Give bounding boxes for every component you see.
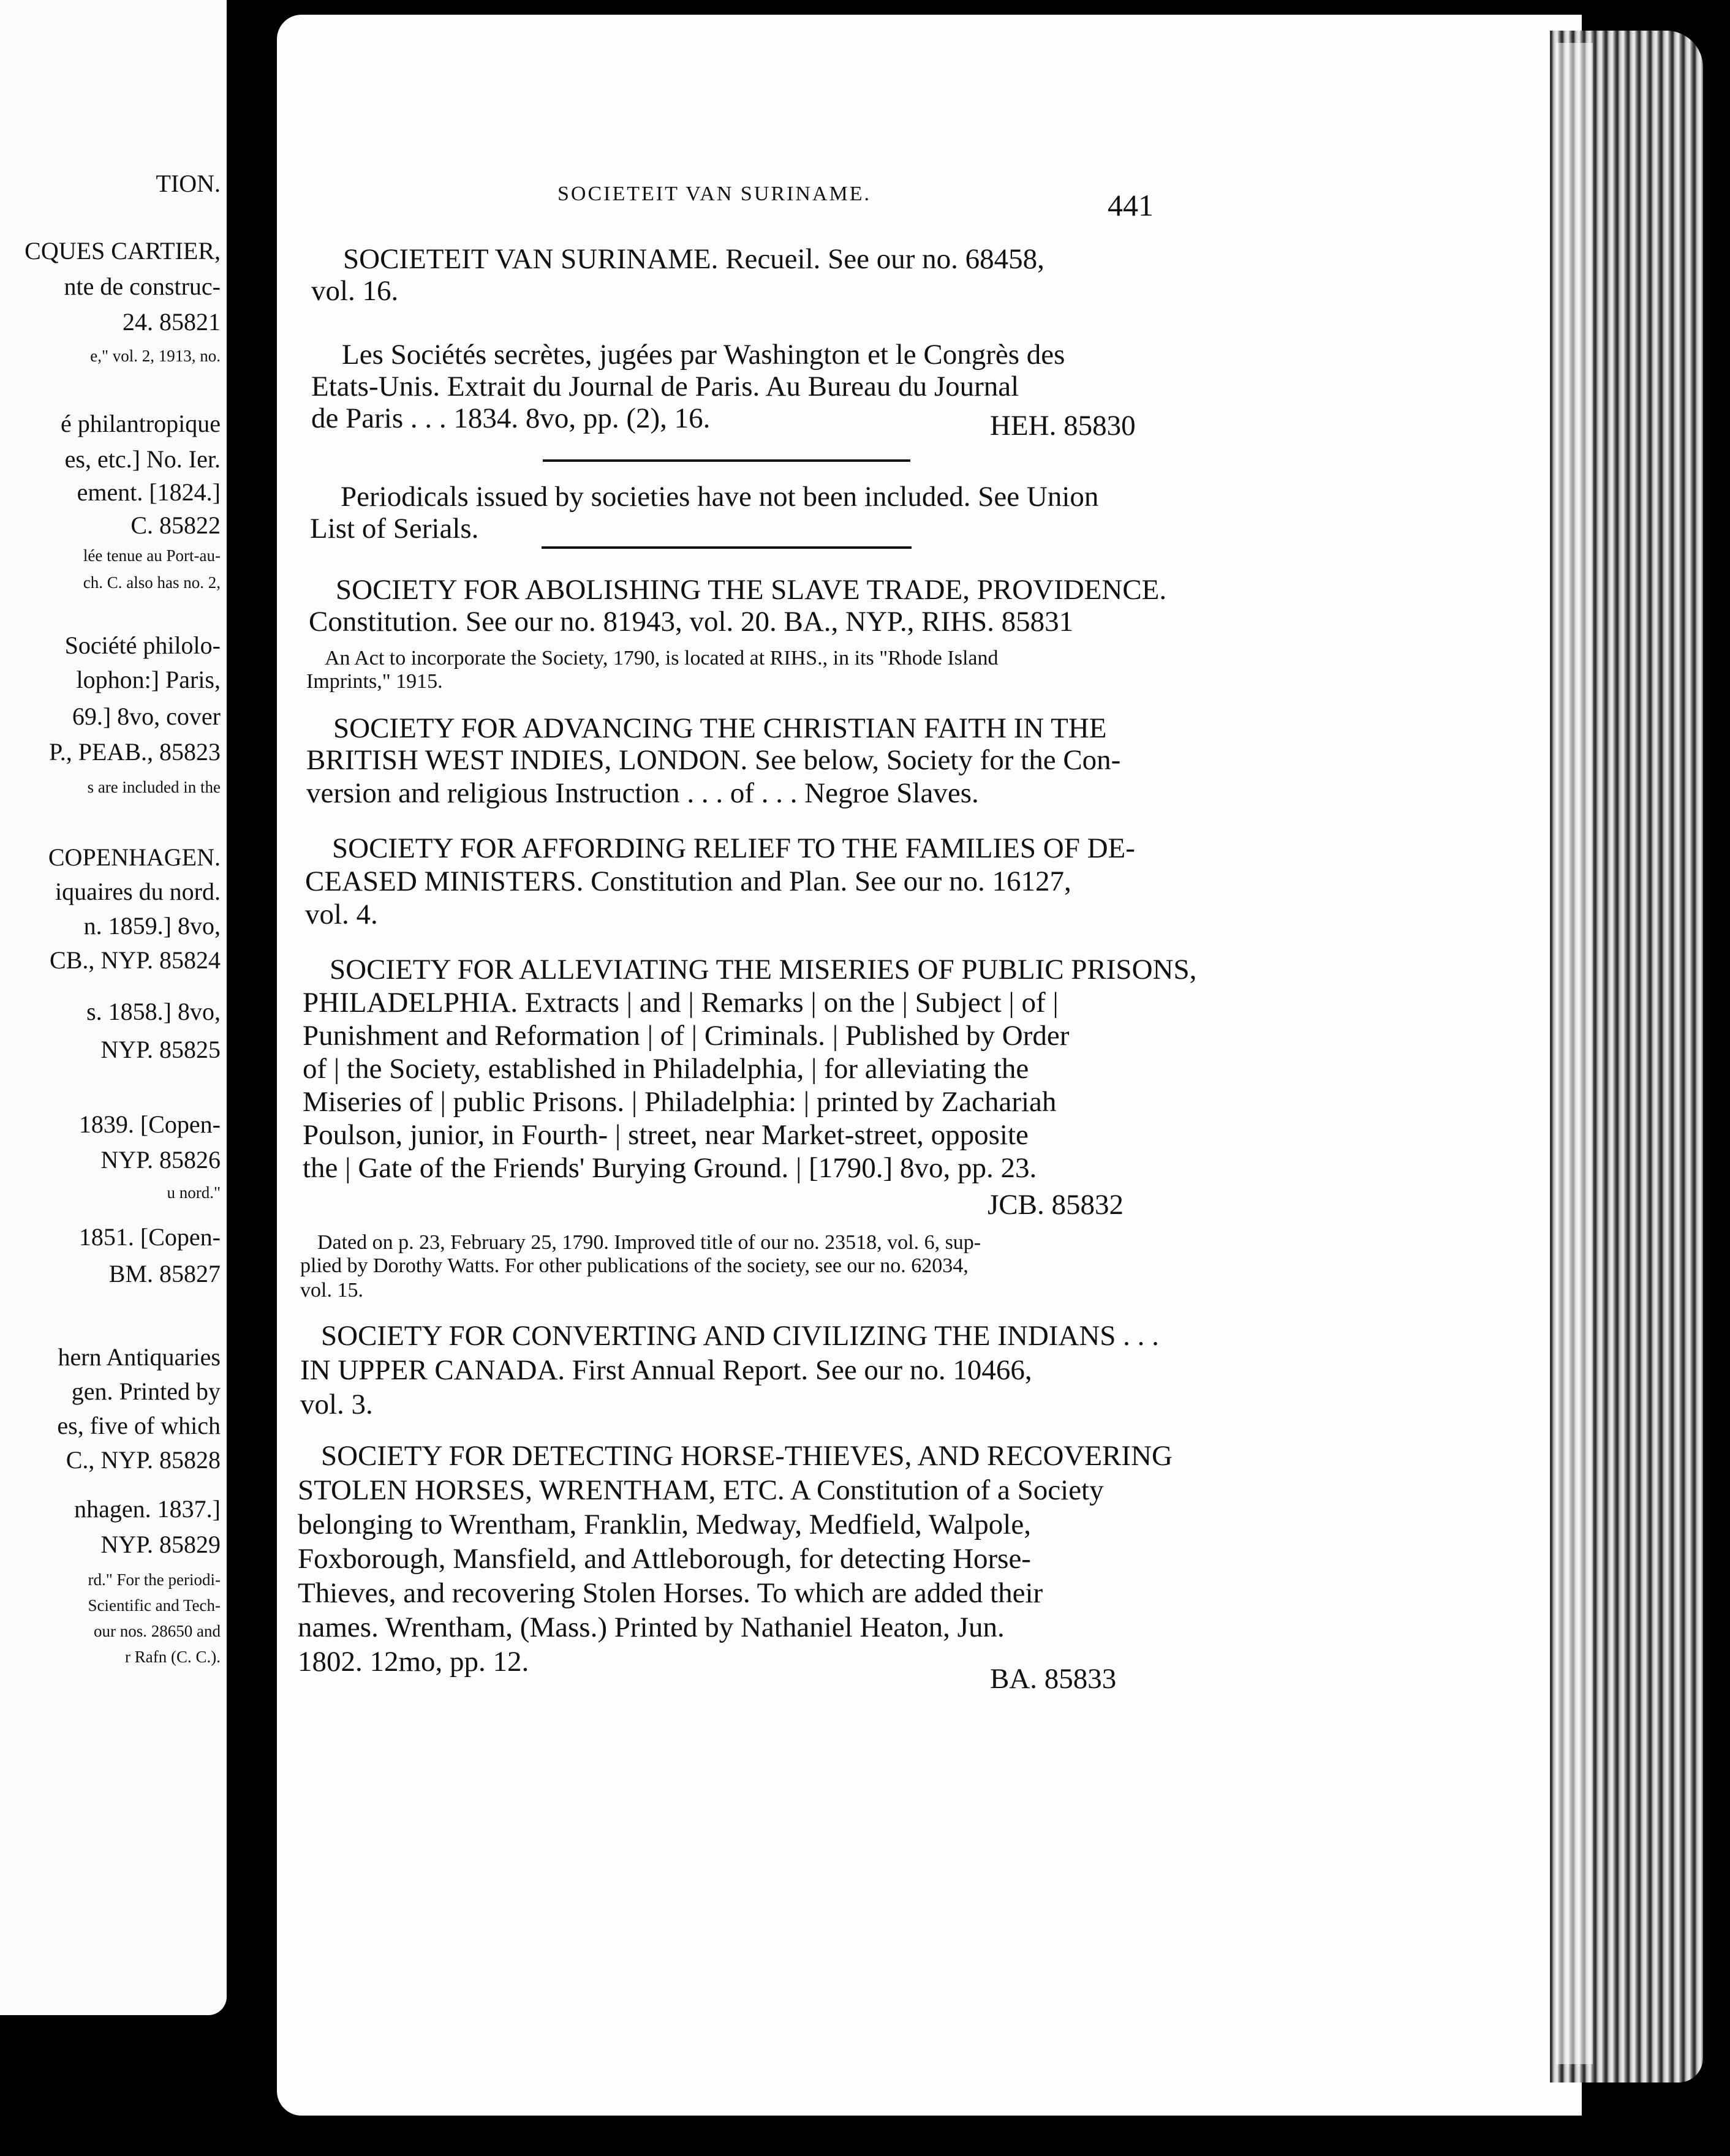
entry-line: SOCIETY FOR ADVANCING THE CHRISTIAN FAITH IN THE	[333, 712, 1107, 744]
entry-line: SOCIETY FOR ABOLISHING THE SLAVE TRADE, PROVIDENCE.	[336, 574, 1167, 606]
left-page-line: lophon:] Paris,	[76, 666, 221, 693]
previous-page-strip	[0, 0, 227, 2015]
entry-line: Les Sociétés secrètes, jugées par Washington et le Congrès des	[342, 339, 1065, 371]
left-page-line: NYP. 85826	[100, 1146, 221, 1174]
left-page-line: C. 85822	[130, 511, 221, 539]
entry-line: PHILADELPHIA. Extracts | and | Remarks | on the | Subject | of |	[303, 987, 1059, 1019]
left-page-line: COPENHAGEN.	[48, 843, 221, 871]
entry-note: plied by Dorothy Watts. For other publications of the society, see our no. 62034,	[300, 1254, 969, 1277]
entry-line: CEASED MINISTERS. Constitution and Plan. See our no. 16127,	[305, 865, 1071, 897]
entry-line: Periodicals issued by societies have not been included. See Union	[341, 481, 1099, 513]
entry-line: of | the Society, established in Philadelphia, | for alleviating the	[303, 1053, 1029, 1085]
divider-rule	[543, 459, 910, 462]
left-page-line: nhagen. 1837.]	[74, 1495, 221, 1523]
entry-line: Punishment and Reformation | of | Criminals. | Published by Order	[303, 1020, 1070, 1052]
left-page-line: ch. C. also has no. 2,	[83, 573, 221, 592]
entry-line: Constitution. See our no. 81943, vol. 20. BA., NYP., RIHS. 85831	[309, 606, 1074, 638]
entry-line: SOCIETY FOR AFFORDING RELIEF TO THE FAMILIES OF DE-	[332, 832, 1135, 864]
left-page-line: es, etc.] No. Ier.	[64, 445, 221, 473]
left-page-line: lée tenue au Port-au-	[83, 546, 221, 565]
left-page-line: gen. Printed by	[71, 1378, 221, 1405]
entry-line: vol. 4.	[305, 899, 378, 930]
left-page-line: NYP. 85825	[100, 1036, 221, 1063]
left-page-line: r Rafn (C. C.).	[125, 1648, 221, 1666]
entry-note: Dated on p. 23, February 25, 1790. Improved title of our no. 23518, vol. 6, sup-	[317, 1231, 981, 1254]
left-page-line: Scientific and Tech-	[88, 1596, 221, 1615]
left-page-line: s. 1858.] 8vo,	[86, 998, 221, 1025]
left-page-line: rd." For the periodi-	[88, 1570, 221, 1589]
left-page-line: CB., NYP. 85824	[50, 946, 221, 974]
entry-line: STOLEN HORSES, WRENTHAM, ETC. A Constitution of a Society	[298, 1474, 1104, 1506]
left-page-line: u nord."	[167, 1183, 221, 1202]
left-page-line: C., NYP. 85828	[66, 1446, 221, 1474]
left-page-line: hern Antiquaries	[58, 1343, 221, 1371]
entry-line: names. Wrentham, (Mass.) Printed by Nathaniel Heaton, Jun.	[298, 1611, 1005, 1643]
left-page-line: 1851. [Copen-	[78, 1223, 221, 1251]
entry-line: SOCIETEIT VAN SURINAME. Recueil. See our no. 68458,	[343, 243, 1044, 275]
entry-line: List of Serials.	[310, 513, 479, 545]
entry-line: SOCIETY FOR DETECTING HORSE-THIEVES, AND RECOVERING	[321, 1440, 1173, 1472]
entry-line: vol. 16.	[311, 275, 399, 307]
entry-line: belonging to Wrentham, Franklin, Medway, Medfield, Walpole,	[298, 1509, 1031, 1540]
left-page-line: e," vol. 2, 1913, no.	[90, 347, 221, 365]
left-page-line: nte de construc-	[64, 273, 221, 300]
left-page-line: 69.] 8vo, cover	[72, 703, 221, 730]
left-page-line: s are included in the	[87, 778, 221, 796]
left-page-line: 1839. [Copen-	[78, 1110, 221, 1138]
entry-line: 1802. 12mo, pp. 12.	[298, 1646, 529, 1678]
left-page-line: BM. 85827	[108, 1260, 221, 1287]
entry-line: Poulson, junior, in Fourth- | street, near Market-street, opposite	[303, 1119, 1029, 1151]
entry-line: Etats-Unis. Extrait du Journal de Paris. Au Bureau du Journal	[311, 371, 1019, 402]
left-page-line: es, five of which	[57, 1412, 221, 1439]
left-page-line: Société philolo-	[64, 631, 221, 659]
entry-line: de Paris . . . 1834. 8vo, pp. (2), 16.	[311, 402, 711, 434]
left-page-line: our nos. 28650 and	[94, 1622, 221, 1640]
entry-line: BRITISH WEST INDIES, LONDON. See below, Society for the Con-	[306, 744, 1121, 776]
left-page-line: TION.	[156, 170, 221, 197]
left-page-line: é philantropique	[60, 410, 221, 437]
entry-location: JCB. 85832	[988, 1189, 1124, 1221]
entry-line: vol. 3.	[300, 1389, 373, 1420]
left-page-line: n. 1859.] 8vo,	[83, 912, 221, 940]
left-page-line: ement. [1824.]	[77, 478, 221, 506]
entry-line: Thieves, and recovering Stolen Horses. To which are added their	[298, 1577, 1043, 1609]
entry-line: Foxborough, Mansfield, and Attleborough, for detecting Horse-	[298, 1543, 1031, 1575]
entry-note: vol. 15.	[300, 1279, 363, 1302]
page-number: 441	[1108, 188, 1154, 222]
entry-line: Miseries of | public Prisons. | Philadelphia: | printed by Zachariah	[303, 1086, 1057, 1118]
entry-line: IN UPPER CANADA. First Annual Report. See our no. 10466,	[300, 1354, 1032, 1386]
entry-location: HEH. 85830	[990, 410, 1136, 442]
entry-note: An Act to incorporate the Society, 1790, is located at RIHS., in its "Rhode Island	[325, 647, 999, 669]
left-page-line: 24. 85821	[123, 308, 221, 336]
entry-line: SOCIETY FOR ALLEVIATING THE MISERIES OF PUBLIC PRISONS,	[330, 954, 1197, 986]
left-page-line: iquaires du nord.	[55, 878, 221, 905]
entry-line: the | Gate of the Friends' Burying Ground. | [1790.] 8vo, pp. 23.	[303, 1152, 1037, 1184]
entry-line: version and religious Instruction . . . of . . . Negroe Slaves.	[306, 777, 979, 809]
entry-location: BA. 85833	[990, 1663, 1117, 1695]
book-page-edge-highlight	[1556, 43, 1593, 2064]
left-page-line: CQUES CARTIER,	[25, 237, 221, 265]
left-page-line: NYP. 85829	[100, 1531, 221, 1558]
entry-line: SOCIETY FOR CONVERTING AND CIVILIZING THE INDIANS . . .	[321, 1320, 1159, 1352]
running-head: SOCIETEIT VAN SURINAME.	[557, 183, 871, 205]
divider-rule	[542, 546, 912, 549]
left-page-line: P., PEAB., 85823	[48, 738, 221, 766]
entry-note: Imprints," 1915.	[306, 670, 443, 693]
